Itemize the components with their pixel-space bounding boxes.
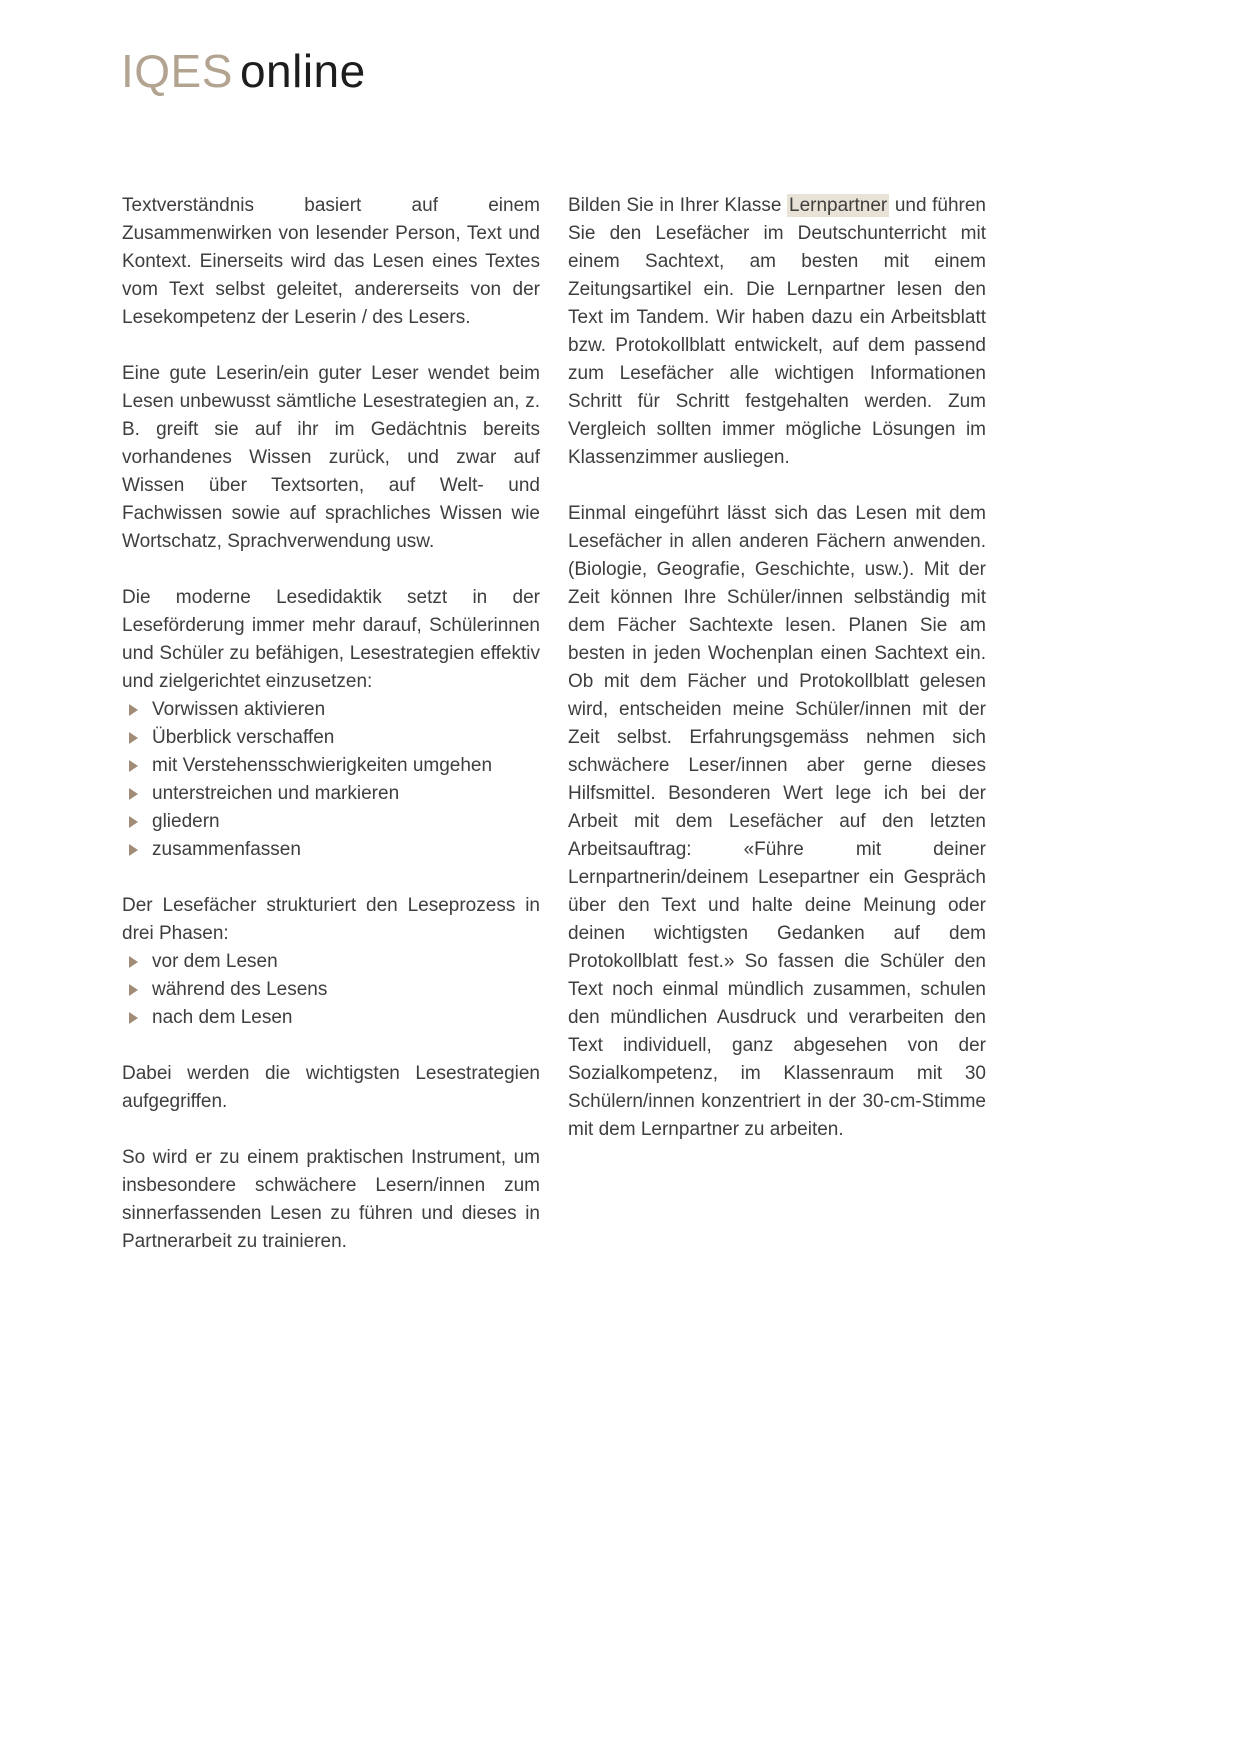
list-item — [122, 976, 540, 1004]
reading-strategies-list — [122, 696, 540, 864]
list-item-label: während des Lesens — [152, 979, 328, 1000]
reading-phases-list — [122, 948, 540, 1032]
list-item — [122, 836, 540, 864]
bullet-triangle-icon — [129, 760, 138, 772]
bullet-triangle-icon — [129, 732, 138, 744]
list-item-label: vor dem Lesen — [152, 951, 278, 972]
paragraph-lesestrategien-aufgegriffen: Dabei werden die wichtigsten Lesestrategien aufgegriffen. — [122, 1063, 540, 1112]
list-item-label: unterstreichen und markieren — [152, 783, 400, 804]
list-item — [122, 948, 540, 976]
bullet-triangle-icon — [129, 984, 138, 996]
paragraph-textverstaendnis: Textverständnis basiert auf einem Zusammenwirken von lesender Person, Text und Kontext. Einerseits wird das Lesen eines Textes vom Text selbst geleitet, andererseits von der Lesekompetenz der Leserin / des Lesers. — [122, 195, 540, 328]
paragraph-text-after-highlight: und führen Sie den Lesefächer im Deutschunterricht mit einem Sachtext, am besten mit einem Zeitungsartikel ein. Die Lernpartner lesen den Text im Tandem. Wir haben dazu ein Arbeitsblatt bzw. Protokollblatt entwickelt, auf dem passend zum Lesefächer alle wichtigen Informationen Schritt für Schritt festgehalten werden. Zum Vergleich sollten immer mögliche Lösungen im Klassenzimmer ausliegen. — [568, 195, 986, 468]
logo-text-online: online — [239, 45, 366, 97]
paragraph-gute-leserin: Eine gute Leserin/ein guter Leser wendet beim Lesen unbewusst sämtliche Lesestrategien an, z. B. greift sie auf ihr im Gedächtnis bereits vorhandenes Wissen zurück, und zwar auf Wissen über Textsorten, auf Welt- und Fachwissen sowie auf sprachliches Wissen wie Wortschatz, Sprachverwendung usw. — [122, 363, 540, 552]
list-item — [122, 1004, 540, 1032]
left-column — [122, 192, 540, 1284]
list-item — [122, 780, 540, 808]
list-item-label: zusammenfassen — [152, 839, 301, 860]
bullet-triangle-icon — [129, 956, 138, 968]
paragraph-lesefaecher-phasen-leadin: Der Lesefächer strukturiert den Leseprozess in drei Phasen: — [122, 895, 540, 944]
list-item-label: nach dem Lesen — [152, 1007, 293, 1028]
list-item — [122, 752, 540, 780]
list-item-label: Vorwissen aktivieren — [152, 699, 326, 720]
list-item — [122, 696, 540, 724]
paragraph-einmal-eingefuehrt: Einmal eingeführt lässt sich das Lesen mit dem Lesefächer in allen anderen Fächern anwenden. (Biologie, Geografie, Geschichte, usw.). Mit der Zeit können Ihre Schüler/innen selbständig mit dem Fächer Sachtexte lesen. Planen Sie am besten in jeden Wochenplan einen Sachtext ein. Ob mit dem Fächer und Protokollblatt gelesen wird, entscheiden meine Schüler/innen mit der Zeit selbst. Erfahrungsgemäss nehmen sich schwächere Leser/innen aber gerne dieses Hilfsmittel. Besonderen Wert lege ich bei der Arbeit mit dem Lesefächer auf den letzten Arbeitsauftrag: «Führe mit deiner Lernpartnerin/deinem Lesepartner ein Gespräch über den Text und halte deine Meinung oder deinen wichtigsten Gedanken auf dem Protokollblatt fest.» So fassen die Schüler den Text noch einmal mündlich zusammen, schulen den mündlichen Ausdruck und verarbeiten den Text individuell, ganz abgesehen von der Sozialkompetenz, im Klassenraum mit 30 Schülern/innen konzentriert in der 30-cm-Stimme mit dem Lernpartner zu arbeiten. — [568, 503, 986, 1140]
list-item — [122, 808, 540, 836]
two-column-text-block — [122, 192, 986, 1284]
list-item-label: mit Verstehensschwierigkeiten umgehen — [152, 755, 493, 776]
paragraph-lesedidaktik-leadin: Die moderne Lesedidaktik setzt in der Leseförderung immer mehr darauf, Schülerinnen und Schüler zu befähigen, Lesestrategien effektiv und zielgerichtet einzusetzen: — [122, 587, 540, 692]
paragraph-bilden-sie-lernpartner — [568, 192, 986, 472]
logo-text-iqes: IQES — [121, 45, 233, 97]
paragraph-text-before-highlight: Bilden Sie in Ihrer Klasse — [568, 195, 788, 216]
bullet-triangle-icon — [129, 844, 138, 856]
highlighted-term-lernpartner: Lernpartner — [789, 195, 888, 216]
paragraph-praktisches-instrument: So wird er zu einem praktischen Instrument, um insbesondere schwächere Lesern/innen zum sinnerfassenden Lesen zu führen und dieses in Partnerarbeit zu trainieren. — [122, 1147, 540, 1252]
iqes-logo — [121, 45, 366, 97]
list-item-label: Überblick verschaffen — [152, 727, 335, 748]
bullet-triangle-icon — [129, 704, 138, 716]
list-item-label: gliedern — [152, 811, 220, 832]
bullet-triangle-icon — [129, 1012, 138, 1024]
bullet-triangle-icon — [129, 788, 138, 800]
list-item — [122, 724, 540, 752]
bullet-triangle-icon — [129, 816, 138, 828]
right-column — [568, 192, 986, 1284]
